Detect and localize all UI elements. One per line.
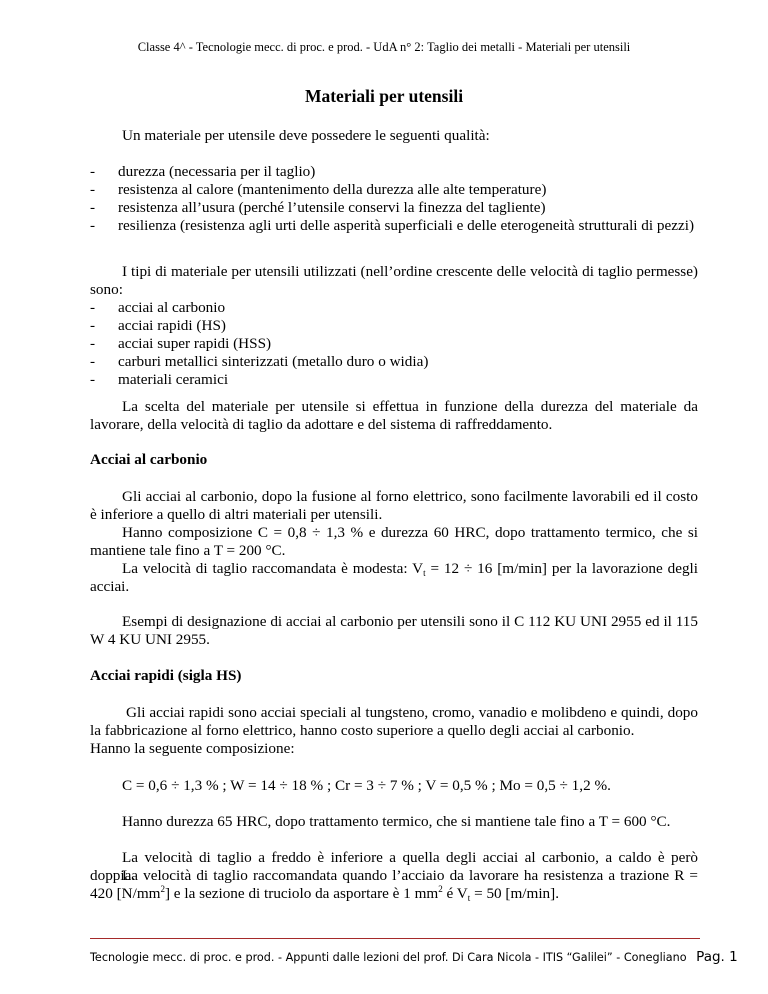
choice-paragraph: La scelta del materiale per utensile si effettua in funzione della durezza del materiale da lavorare, della velocità di taglio da adottare e del sistema di raffreddamento.: [90, 398, 698, 433]
list-item: - resilienza (resistenza agli urti delle asperità superficiali e delle eterogeneità strutturali di pezzi): [90, 217, 695, 234]
types-list: [90, 299, 698, 389]
hs-paragraph-4: La velocità di taglio raccomandata quando l’acciaio da lavorare ha resistenza a trazione R = 420 $[N/mm^2]$ e la sezione di truciolo da asportare è 1 $mm^2$ é $V_t = 50$ [m/min].: [90, 867, 698, 903]
list-item: - resistenza al calore (mantenimento della durezza alle alte temperature): [90, 181, 547, 198]
types-intro-paragraph: I tipi di materiale per utensili utilizzati (nell’ordine crescente delle velocità di taglio permesse) sono:: [90, 263, 698, 298]
page-title: Materiali per utensili: [304, 86, 464, 106]
section-heading-hs: Acciai rapidi (sigla HS): [90, 667, 242, 684]
list-item: - durezza (necessaria per il taglio): [90, 163, 316, 180]
running-header: Classe 4^ - Tecnologie mecc. di proc. e prod. - UdA n° 2: Taglio dei metalli - Materiali per utensili: [137, 40, 631, 54]
carbon-paragraph-4: Esempi di designazione di acciai al carbonio per utensili sono il C 112 KU UNI 2955 ed il 115 W 4 KU UNI 2955.: [90, 613, 698, 648]
list-item: - acciai rapidi (HS): [90, 317, 226, 334]
carbon-paragraph-2: Hanno composizione C = 0,8 ÷ 1,3 % e durezza 60 HRC, dopo trattamento termico, che si mantiene tale fino a T = 200 °C.: [90, 524, 698, 559]
list-item: - materiali ceramici: [90, 371, 229, 388]
hs-paragraph-1b: Hanno la seguente composizione:: [90, 740, 295, 757]
hs-hardness: Hanno durezza 65 HRC, dopo trattamento termico, che si mantiene tale fino a T = 600 °C.: [122, 813, 671, 830]
carbon-paragraph-3: La velocità di taglio raccomandata è modesta: $V_t = 12 \div 16$ [m/min] per la lavorazione degli acciai.: [90, 560, 698, 595]
hs-composition: C = 0,6 ÷ 1,3 % ; W = 14 ÷ 18 % ; Cr = 3 ÷ 7 % ; V = 0,5 % ; Mo = 0,5 ÷ 1,2 %.: [122, 777, 611, 794]
list-item: - resistenza all’usura (perché l’utensile conservi la finezza del tagliente): [90, 199, 546, 216]
list-item: - carburi metallici sinterizzati (metallo duro o widia): [90, 353, 429, 370]
hs-paragraph-3: La velocità di taglio a freddo è inferiore a quella degli acciai al carbonio, a caldo è però doppia.: [90, 849, 698, 884]
qualities-list: [90, 163, 698, 235]
page-footer: [90, 949, 738, 965]
carbon-paragraph-1: Gli acciai al carbonio, dopo la fusione al forno elettrico, sono facilmente lavorabili ed il costo è inferiore a quello di altri materiali per utensili.: [90, 488, 698, 523]
list-item: - acciai al carbonio: [90, 299, 226, 316]
intro-paragraph: Un materiale per utensile deve possedere le seguenti qualità:: [122, 127, 490, 144]
footer-divider: [90, 938, 700, 939]
list-item: - acciai super rapidi (HSS): [90, 335, 272, 352]
footer-text: Tecnologie mecc. di proc. e prod. - Appunti dalle lezioni del prof. Di Cara Nicola - ITIS “Galilei” - Conegliano: [90, 951, 687, 964]
section-heading-carbon: Acciai al carbonio: [90, 451, 208, 468]
page-number: Pag. 1: [696, 949, 738, 965]
hs-paragraph-1: Gli acciai rapidi sono acciai speciali al tungsteno, cromo, vanadio e molibdeno e quindi, dopo la fabbricazione al forno elettrico, hanno costo superiore a quello degli acciai al carbonio.: [90, 704, 698, 739]
